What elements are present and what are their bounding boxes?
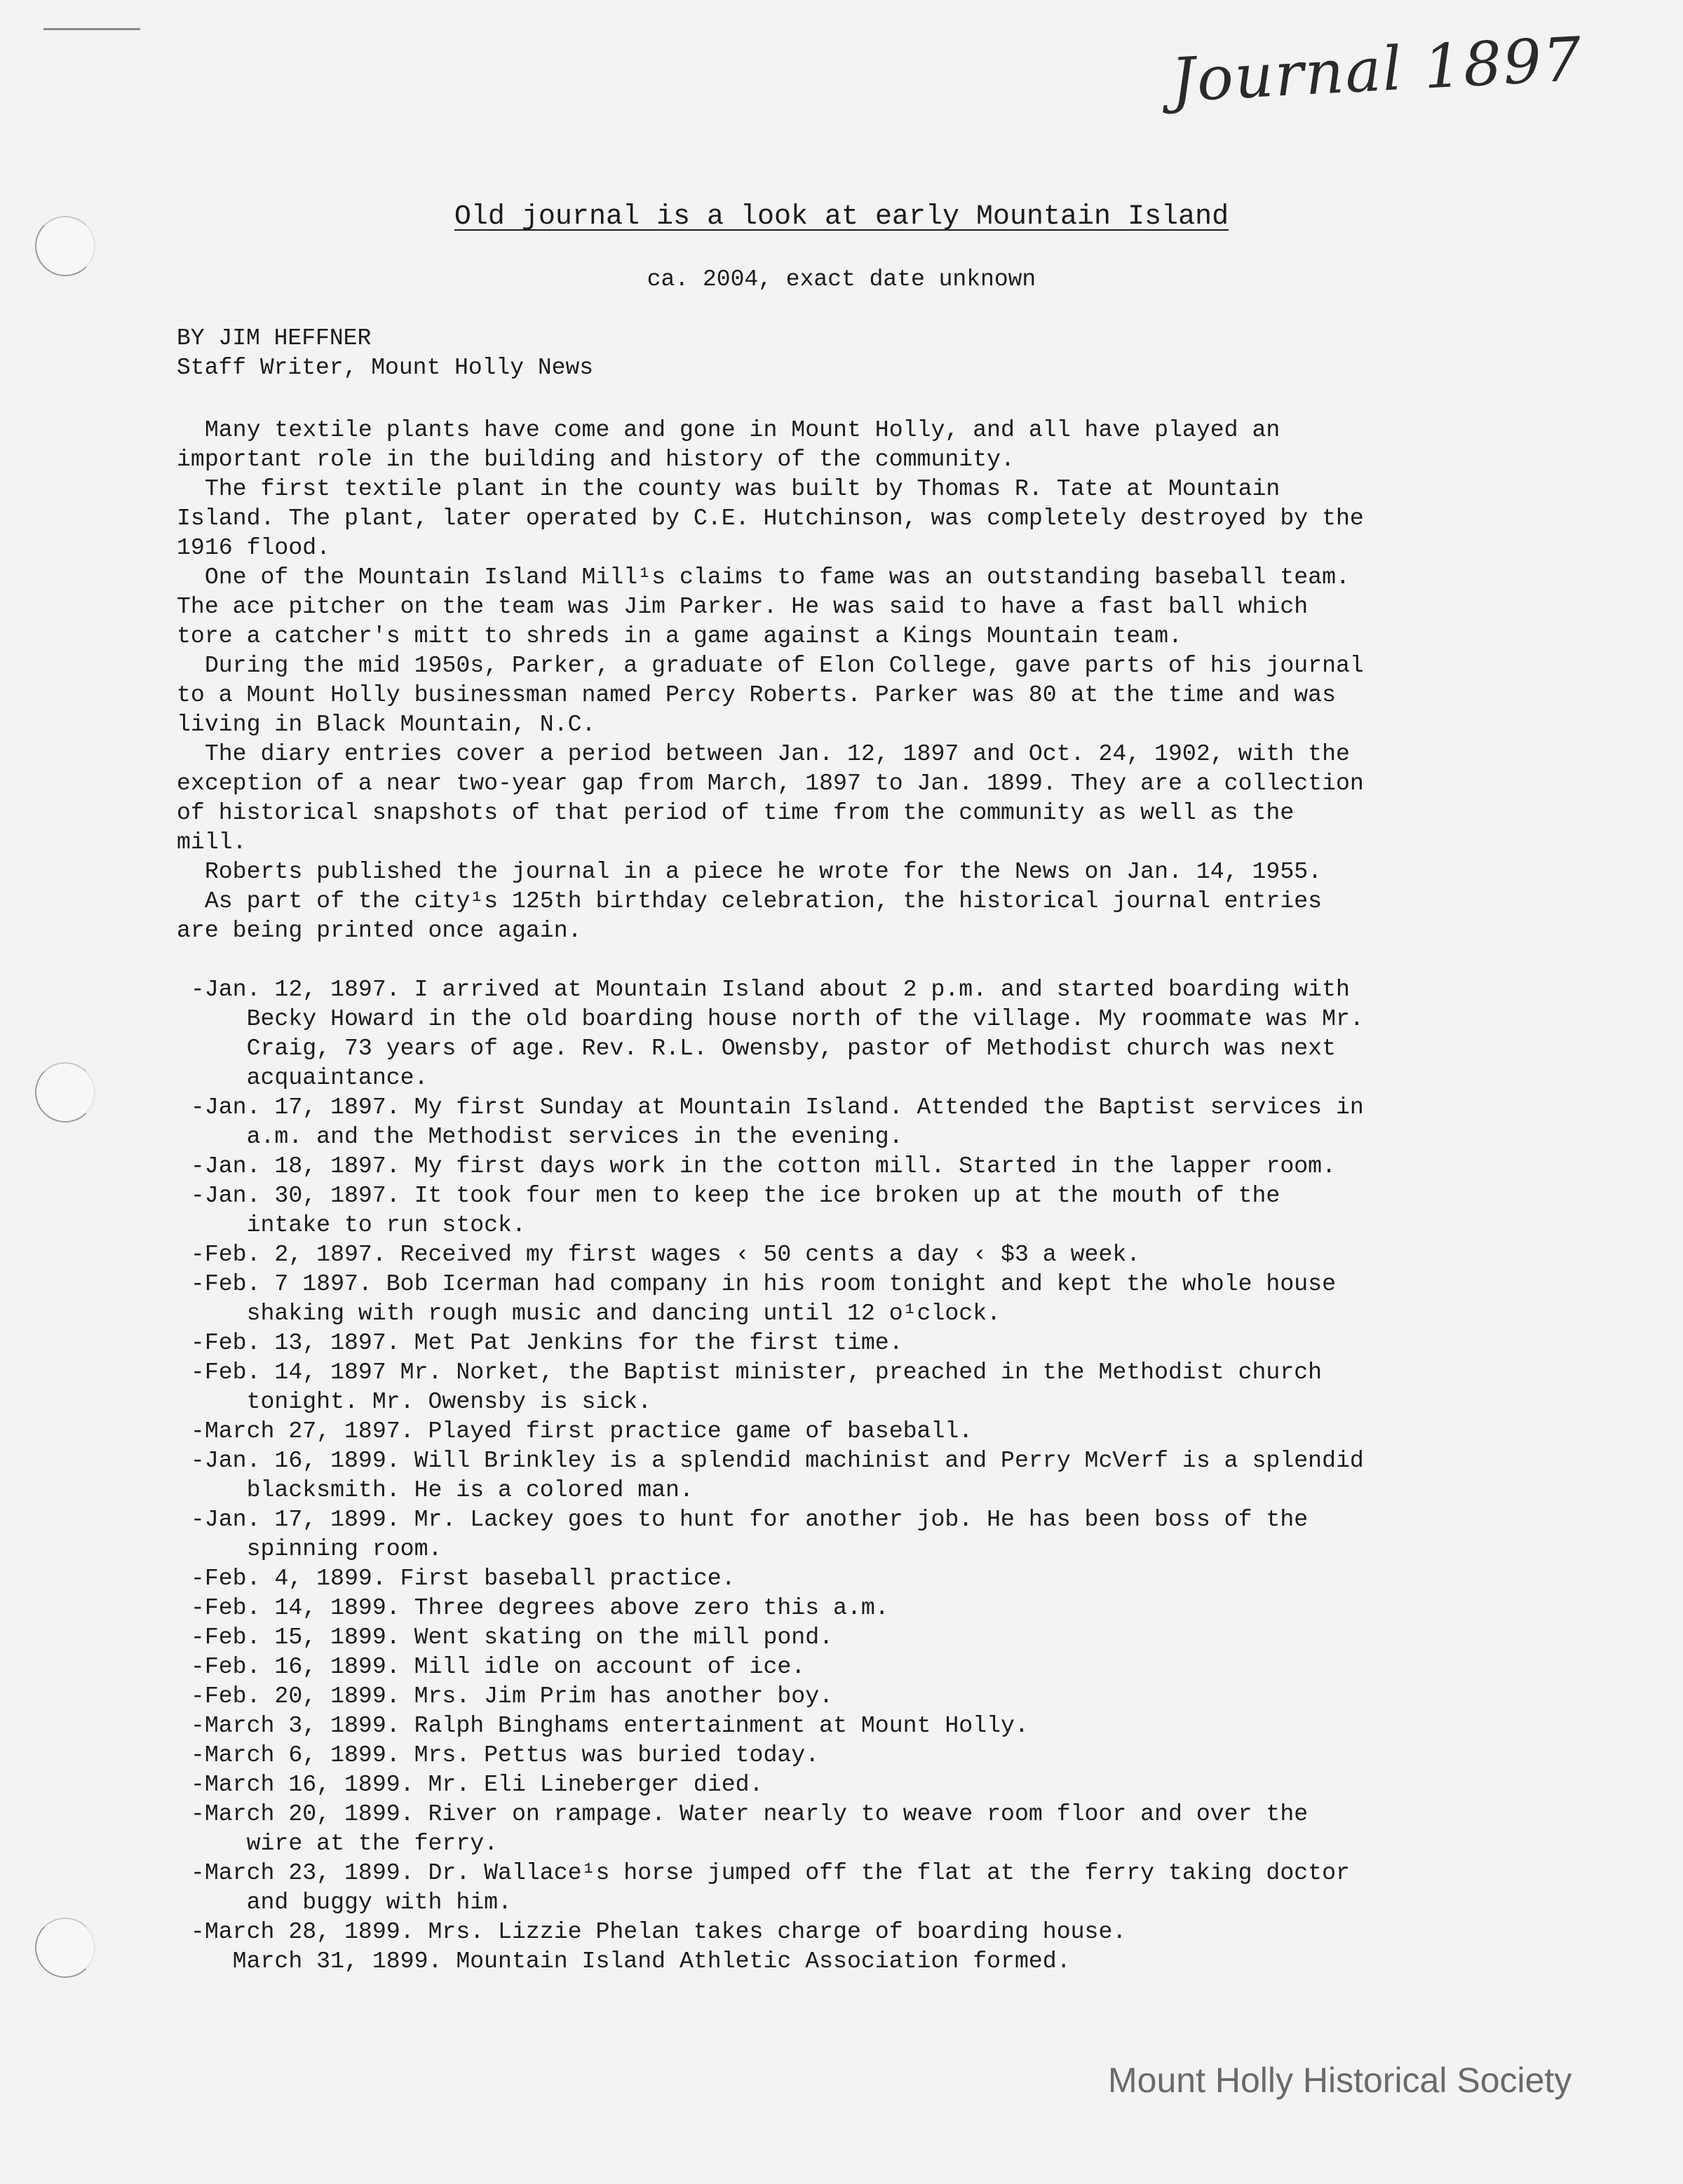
journal-line: -March 23, 1899. Dr. Wallace¹s horse jumped off the flat at the ferry taking doctor (177, 1859, 1350, 1886)
journal-line: -Jan. 17, 1899. Mr. Lackey goes to hunt for another job. He has been boss of the (177, 1506, 1309, 1533)
article-line: important role in the building and history of the community. (177, 446, 1015, 473)
journal-line: -March 16, 1899. Mr. Eli Lineberger died. (177, 1771, 764, 1798)
article-line: The ace pitcher on the team was Jim Parker. He was said to have a fast ball which (177, 593, 1309, 620)
article-line: Island. The plant, later operated by C.E. Hutchinson, was completely destroyed by the (177, 505, 1364, 531)
punch-hole-bottom (35, 1918, 95, 1978)
journal-line: acquaintance. (177, 1064, 428, 1091)
article-line: of historical snapshots of that period of time from the community as well as the (177, 799, 1295, 826)
journal-line: -Feb. 14, 1899. Three degrees above zero this a.m. (177, 1594, 889, 1621)
article-line: tore a catcher's mitt to shreds in a game against a Kings Mountain team. (177, 623, 1182, 649)
journal-line: -March 3, 1899. Ralph Binghams entertainment at Mount Holly. (177, 1712, 1029, 1739)
journal-line: -Feb. 4, 1899. First baseball practice. (177, 1565, 736, 1592)
journal-line: Craig, 73 years of age. Rev. R.L. Owensby, pastor of Methodist church was next (177, 1035, 1337, 1062)
journal-line: tonight. Mr. Owensby is sick. (177, 1388, 652, 1415)
article-line: The first textile plant in the county was built by Thomas R. Tate at Mountain (177, 475, 1280, 502)
article-line: 1916 flood. (177, 534, 331, 561)
article-text (177, 415, 1523, 945)
article-line: During the mid 1950s, Parker, a graduate of Elon College, gave parts of his journal (177, 652, 1364, 679)
journal-line: -March 27, 1897. Played first practice game of baseball. (177, 1418, 973, 1444)
journal-line: a.m. and the Methodist services in the evening. (177, 1123, 903, 1150)
article-line: One of the Mountain Island Mill¹s claims to fame was an outstanding baseball team. (177, 564, 1350, 590)
journal-line: -Jan. 30, 1897. It took four men to keep the ice broken up at the mouth of the (177, 1182, 1280, 1209)
journal-line: shaking with rough music and dancing until 12 o¹clock. (177, 1300, 1001, 1327)
journal-entries (177, 975, 1523, 1976)
journal-line: -Jan. 12, 1897. I arrived at Mountain Island about 2 p.m. and started boarding with (177, 976, 1350, 1003)
journal-line: March 31, 1899. Mountain Island Athletic Association formed. (177, 1948, 1071, 1974)
journal-line: -Jan. 16, 1899. Will Brinkley is a splendid machinist and Perry McVerf is a splendid (177, 1447, 1364, 1474)
article-line: are being printed once again. (177, 917, 582, 944)
article-line: As part of the city¹s 125th birthday celebration, the historical journal entries (177, 888, 1323, 914)
article-line: to a Mount Holly businessman named Percy Roberts. Parker was 80 at the time and was (177, 681, 1337, 708)
article-title (0, 200, 1683, 235)
journal-line: intake to run stock. (177, 1212, 526, 1238)
article-line: exception of a near two-year gap from March, 1897 to Jan. 1899. They are a collection (177, 770, 1364, 796)
article-line: Many textile plants have come and gone in Mount Holly, and all have played an (177, 416, 1280, 443)
journal-line: blacksmith. He is a colored man. (177, 1477, 694, 1503)
section-gap (177, 945, 1523, 975)
article-line: living in Black Mountain, N.C. (177, 711, 596, 738)
journal-line: Becky Howard in the old boarding house north of the village. My roommate was Mr. (177, 1005, 1364, 1032)
handwritten-note: Journal 1897 (1169, 24, 1585, 116)
journal-line: -Feb. 14, 1897 Mr. Norket, the Baptist minister, preached in the Methodist church (177, 1359, 1323, 1385)
journal-line: -March 20, 1899. River on rampage. Water nearly to weave room floor and over the (177, 1800, 1309, 1827)
byline-role: Staff Writer, Mount Holly News (177, 355, 594, 381)
journal-line: -Feb. 13, 1897. Met Pat Jenkins for the first time. (177, 1329, 903, 1356)
byline (177, 324, 593, 383)
byline-author: BY JIM HEFFNER (177, 325, 372, 351)
article-title-text: Old journal is a look at early Mountain Island (454, 201, 1229, 233)
journal-line: wire at the ferry. (177, 1830, 499, 1857)
punch-hole-middle (35, 1062, 95, 1122)
journal-line: -Jan. 17, 1897. My first Sunday at Mountain Island. Attended the Baptist services in (177, 1094, 1364, 1120)
journal-line: -Feb. 2, 1897. Received my first wages ‹ 50 cents a day ‹ $3 a week. (177, 1241, 1141, 1268)
journal-line: -Feb. 16, 1899. Mill idle on account of ice. (177, 1653, 806, 1680)
archive-credit: Mount Holly Historical Society (1108, 2061, 1572, 2100)
top-rule (43, 28, 140, 30)
journal-line: -Feb. 15, 1899. Went skating on the mill pond. (177, 1624, 834, 1650)
article-line: mill. (177, 829, 247, 855)
journal-line: -Feb. 7 1897. Bob Icerman had company in his room tonight and kept the whole house (177, 1270, 1337, 1297)
article-line: The diary entries cover a period between Jan. 12, 1897 and Oct. 24, 1902, with the (177, 740, 1350, 767)
dateline: ca. 2004, exact date unknown (647, 266, 1036, 292)
journal-line: and buggy with him. (177, 1889, 512, 1915)
journal-line: spinning room. (177, 1535, 442, 1562)
article-body (177, 415, 1523, 1976)
journal-line: -March 6, 1899. Mrs. Pettus was buried today. (177, 1742, 820, 1768)
article-line: Roberts published the journal in a piece he wrote for the News on Jan. 14, 1955. (177, 858, 1323, 885)
journal-line: -March 28, 1899. Mrs. Lizzie Phelan takes charge of boarding house. (177, 1918, 1127, 1945)
journal-line: -Jan. 18, 1897. My first days work in the cotton mill. Started in the lapper room. (177, 1153, 1337, 1179)
journal-line: -Feb. 20, 1899. Mrs. Jim Prim has another boy. (177, 1683, 834, 1709)
